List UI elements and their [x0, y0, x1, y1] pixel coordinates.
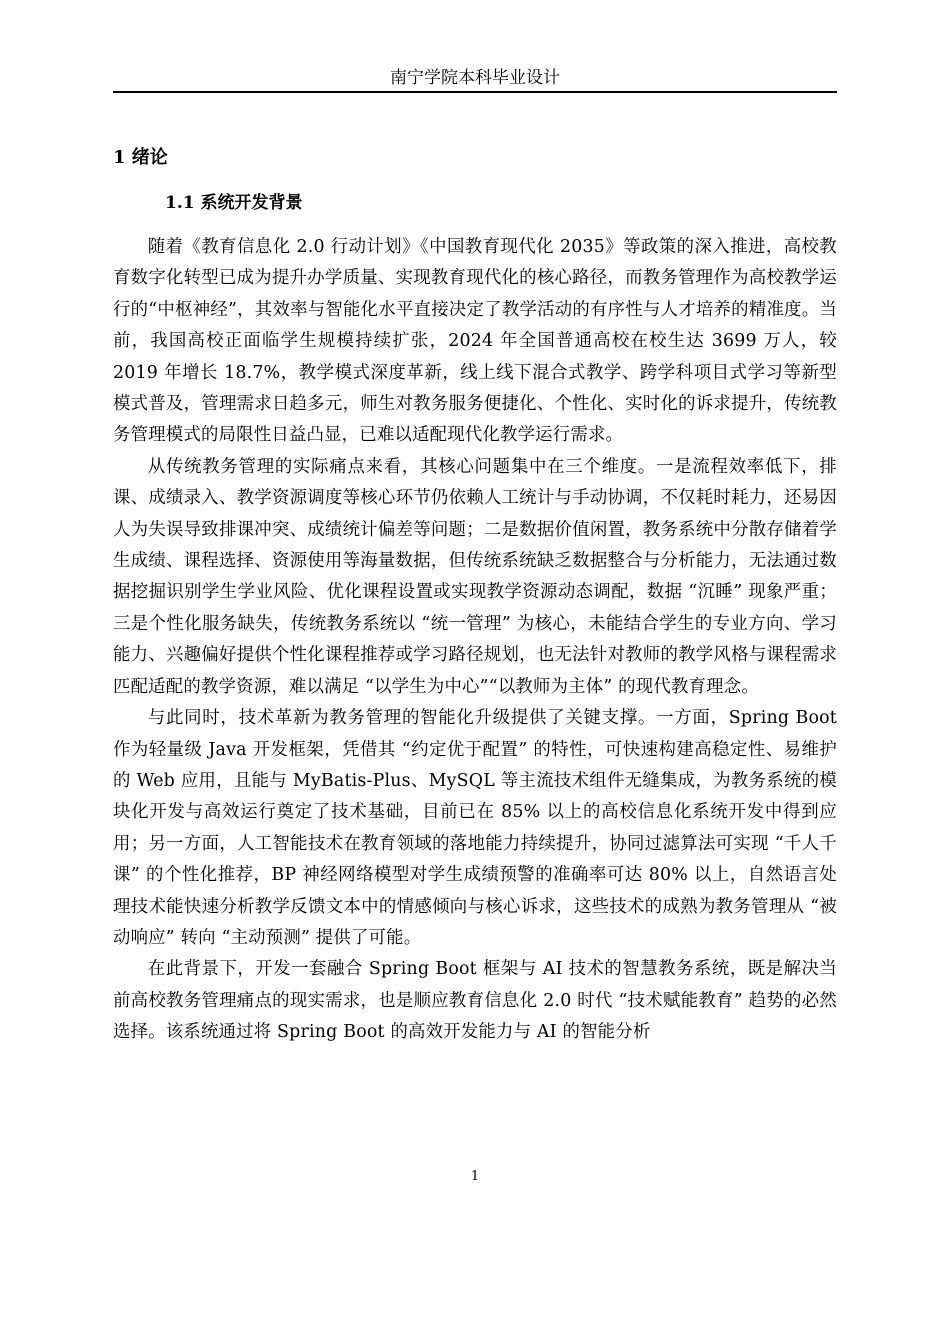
page-number: 1 — [470, 1169, 480, 1184]
section-heading: 1.1 系统开发背景 — [165, 193, 303, 213]
running-header: 南宁学院本科毕业设计 — [390, 68, 560, 88]
paragraph-2: 从传统教务管理的实际痛点来看，其核心问题集中在三个维度。一是流程效率低下，排课、成绩录入、教学资源调度等核心环节仍依赖人工统计与手动协调，不仅耗时耗力，还易因人为失误导致排课冲突、成绩统计偏差等问题；二是数据价值闲置，教务系统中分散存储着学生成绩、课程选择、资源使用等海量数据，但传统系统缺乏数据整合与分析能力，无法通过数据挖掘识别学生学业风险、优化课程设置或实现教学资源动态调配，数据 “沉睡” 现象严重；三是个性化服务缺失，传统教务系统以 “统一管理” 为核心，未能结合学生的专业方向、学习能力、兴趣偏好提供个性化课程推荐或学习路径规划，也无法针对教师的教学风格与课程需求匹配适配的教学资源，难以满足 “以学生为中心”“以教师为主体” 的现代教育理念。 — [113, 456, 837, 697]
chapter-heading: 1 绪论 — [113, 147, 168, 168]
header-rule — [113, 91, 837, 93]
paragraph-1: 随着《教育信息化 2.0 行动计划》《中国教育现代化 2035》等政策的深入推进，高校教育数字化转型已成为提升办学质量、实现教育现代化的核心路径，而教务管理作为高校教学运行的“中枢神经”，其效率与智能化水平直接决定了教学活动的有序性与人才培养的精准度。当前，我国高校正面临学生规模持续扩张，2024 年全国普通高校在校生达 3699 万人，较 2019 年增长 18.7%，教学模式深度革新，线上线下混合式教学、跨学科项目式学习等新型模式普及，管理需求日趋多元，师生对教务服务便捷化、个性化、实时化的诉求提升，传统教务管理模式的局限性日益凸显，已难以适配现代化教学运行需求。 — [113, 237, 837, 446]
body-text — [113, 232, 837, 1049]
paragraph-4: 在此背景下，开发一套融合 Spring Boot 框架与 AI 技术的智慧教务系统，既是解决当前高校教务管理痛点的现实需求，也是顺应教育信息化 2.0 时代 “技术赋能教育” 趋势的必然选择。该系统通过将 Spring Boot 的高效开发能力与 AI 的智能分析 — [113, 959, 837, 1043]
paragraph-3: 与此同时，技术革新为教务管理的智能化升级提供了关键支撑。一方面，Spring Boot 作为轻量级 Java 开发框架，凭借其 “约定优于配置” 的特性，可快速构建高稳定性、易维护的 Web 应用，且能与 MyBatis-Plus、MySQL 等主流技术组件无缝集成，为教务系统的模块化开发与高效运行奠定了技术基础，目前已在 85% 以上的高校信息化系统开发中得到应用；另一方面，人工智能技术在教育领域的落地能力持续提升，协同过滤算法可实现 “千人千课” 的个性化推荐，BP 神经网络模型对学生成绩预警的准确率可达 80% 以上，自然语言处理技术能快速分析教学反馈文本中的情感倾向与核心诉求，这些技术的成熟为教务管理从 “被动响应” 转向 “主动预测” 提供了可能。 — [113, 708, 837, 948]
